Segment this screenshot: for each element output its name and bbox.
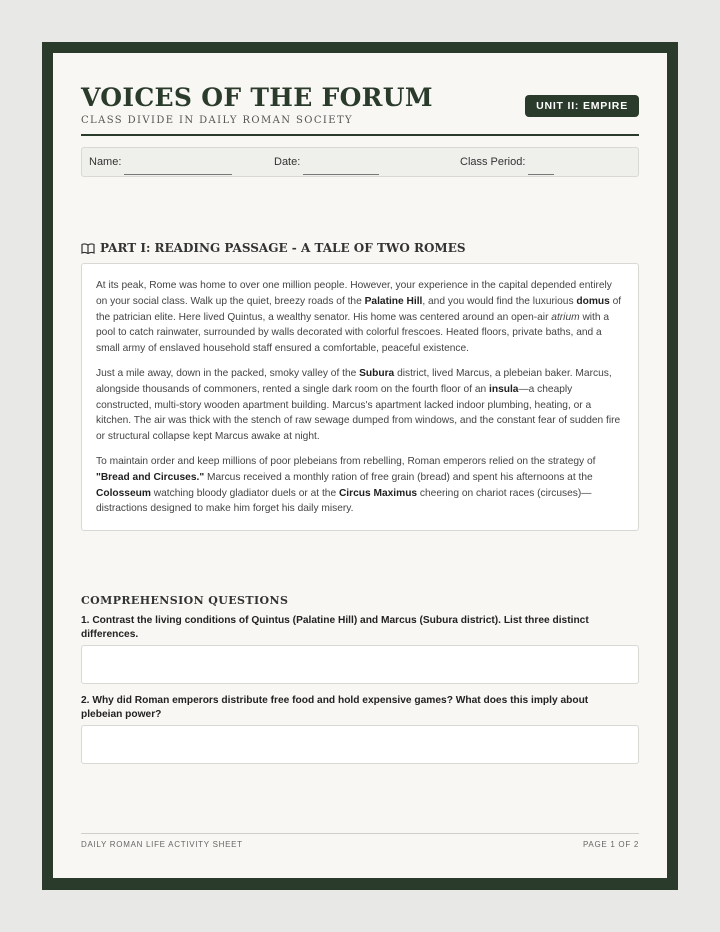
name-field[interactable] [89,156,121,168]
class-period-blank[interactable] [528,164,554,175]
header-divider [81,134,639,136]
text: Marcus received a monthly ration of free grain (bread) and spent his afternoons at the [204,471,593,483]
text: —a cheaply constructed, multi-story wooden apartment building. Marcus's apartment lacked indoor plumbing, heating, or a kitchen. The air was thick with the stench of raw sewage dumped from windows, and the constant fear of sudden fire or structural collapse kept Marcus awake at night. [96,383,621,443]
text: , and you would find the luxurious [422,295,577,307]
text: At its peak, Rome was home to over one million people. However, your experience in the capital depended entirely on your social class. Walk up the quiet, breezy roads of the [96,280,612,307]
answer-box-1[interactable] [81,645,639,684]
term-atrium: atrium [551,311,580,323]
text: Just a mile away, down in the packed, smoky valley of the [96,368,360,379]
part1-heading: PART I: READING PASSAGE - A TALE OF TWO ROMES [100,241,466,255]
date-blank[interactable] [303,164,379,175]
term-subura: Subura [359,368,395,379]
reading-passage [81,263,639,531]
class-period-label: Class Period: [460,156,526,168]
comprehension-heading: COMPREHENSION QUESTIONS [81,594,289,607]
footer-divider [81,833,639,834]
term-bread-and-circuses: "Bread and Circuses." [96,471,205,483]
term-palatine-hill: Palatine Hill [364,295,423,307]
name-blank[interactable] [124,164,232,175]
worksheet-page [53,53,667,878]
text: watching bloody gladiator duels or at the [150,487,339,499]
term-insula: insula [489,383,519,395]
unit-badge: UNIT II: EMPIRE [525,95,639,117]
term-domus: domus [576,295,610,307]
answer-box-2[interactable] [81,725,639,764]
passage-paragraph-3 [96,454,626,517]
text: cheering on chariot races (circuses)—distractions designed to make him forget his daily misery. [96,487,592,515]
text: To maintain order and keep millions of poor plebeians from rebelling, Roman emperors relied on the strategy of [96,456,596,467]
question-1: 1. Contrast the living conditions of Quintus (Palatine Hill) and Marcus (Subura district). List three distinct differences. [81,615,589,640]
name-label: Name: [89,156,122,168]
term-colosseum: Colosseum [96,487,151,499]
page-subtitle: CLASS DIVIDE IN DAILY ROMAN SOCIETY [81,115,354,126]
class-period-field[interactable] [460,156,525,168]
text: district, lived Marcus, a plebeian baker. Marcus, alongside thousands of commoners, rented a single dark room on the fourth floor of an [96,368,612,395]
question-2: 2. Why did Roman emperors distribute free food and hold expensive games? What does this imply about plebeian power? [81,695,589,720]
page-title: VOICES OF THE FORUM [81,83,433,112]
page-number: PAGE 1 OF 2 [582,840,639,849]
text: of the patrician elite. Here lived Quintus, a wealthy senator. His home was centered around an open-air [96,295,622,323]
footer-left: DAILY ROMAN LIFE ACTIVITY SHEET [81,840,243,849]
date-label: Date: [274,156,301,168]
date-field[interactable] [274,156,300,168]
book-icon [81,243,95,254]
passage-paragraph-1 [96,278,626,357]
term-circus-maximus: Circus Maximus [338,487,418,499]
passage-paragraph-2 [96,366,626,445]
student-info-bar [81,147,639,177]
text: with a pool to catch rainwater, surrounded by walls decorated with colorful frescoes. Heated floors, private baths, and a small army of enslaved household staff ensured a comfortable, peaceful existence. [96,311,610,355]
